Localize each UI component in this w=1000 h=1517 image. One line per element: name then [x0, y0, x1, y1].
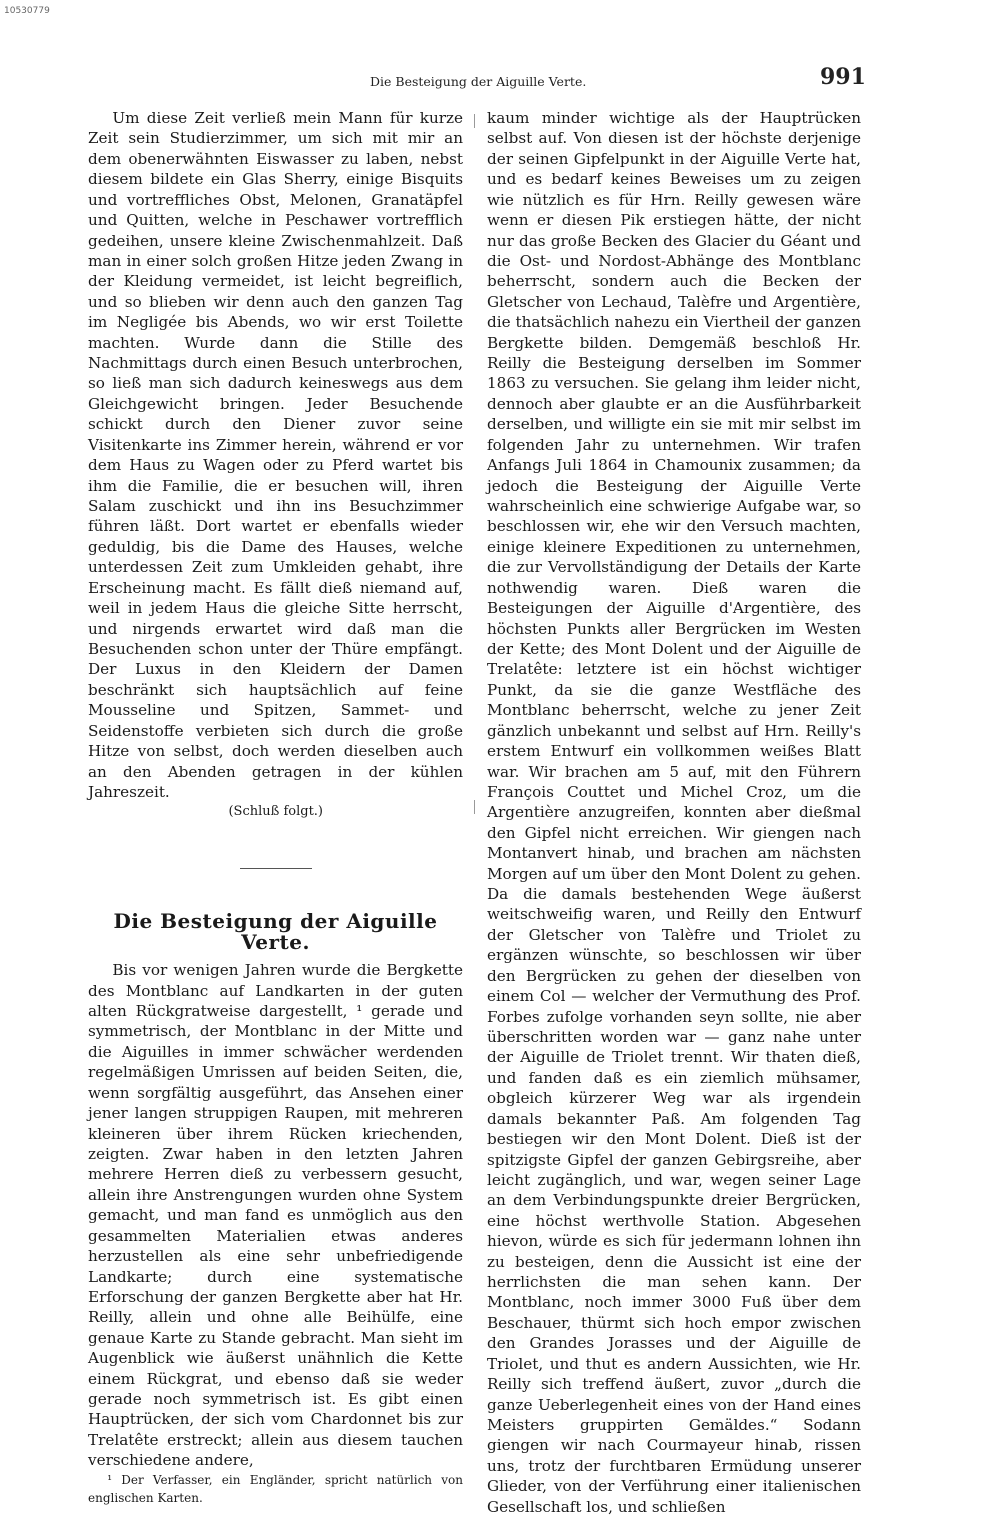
article-title: Die Besteigung der Aiguille Verte. — [113, 909, 438, 954]
running-head: Die Besteigung der Aiguille Verte. — [370, 74, 587, 89]
page-id-stamp: 10530779 — [4, 6, 50, 16]
right-column — [487, 108, 861, 1517]
section-divider — [240, 868, 312, 869]
paragraph: Um diese Zeit verließ mein Mann für kurze Zeit sein Studierzimmer, um sich mit mir an dem obenerwähnten Eiswasser zu laben, nebst diesem bildete ein Glas Sherry, einige Bisquits und vortreffliches Obst, Melonen, Granatäpfel und Quitten, welche in Peschawer vortrefflich gedeihen, unsere kleine Zwischenmahlzeit. Daß man in einer solch großen Hitze jeden Zwang in der Kleidung vermeidet, ist leicht begreiflich, und so blieben wir denn auch den ganzen Tag im Negligée bis Abends, wo wir erst Toilette machten. Wurde dann die Stille des Nachmittags durch einen Besuch unterbrochen, so ließ man sich dadurch keineswegs aus dem Gleichgewicht bringen. Jeder Besuchende schickt durch den Diener zuvor seine Visitenkarte ins Zimmer herein, während er vor dem Haus zu Wagen oder zu Pferd wartet bis ihm die Familie, die er besuchen will, ihren Salam zuschickt und ihn ins Besuchzimmer führen läßt. Dort wartet er ebenfalls wieder geduldig, bis die Dame des Hauses, welche unterdessen Zeit zum Umkleiden gehabt, ihre Erscheinung macht. Es fällt dieß niemand auf, weil in jedem Haus die gleiche Sitte herrscht, und nirgends erwartet wird daß man die Besuchenden schon unter der Thüre empfängt. Der Luxus in den Kleidern der Damen beschränkt sich hauptsächlich auf feine Mousseline und Spitzen, Sammet- und Seidenstoffe verbieten sich durch die große Hitze von selbst, doch werden dieselben auch an den Abenden getragen in der kühlen Jahreszeit. — [88, 109, 463, 801]
paragraph: Bis vor wenigen Jahren wurde die Bergkette des Montblanc auf Landkarten in der guten alten Rückgratweise dargestellt, ¹ gerade und symmetrisch, der Montblanc in der Mitte und die Aiguilles in immer schwächer werdenden regelmäßigen Umrissen auf beiden Seiten, die, wenn sorgfältig ausgeführt, das Ansehen einer jener langen struppigen Raupen, mit mehreren kleineren über ihrem Rücken kriechenden, zeigten. Zwar haben in den letzten Jahren mehrere Herren dieß zu verbessern gesucht, allein ihre Anstrengungen wurden ohne System gemacht, und man fand es unmöglich aus den gesammelten Materialien etwas anderes herzustellen als eine sehr unbefriedigende Landkarte; durch eine systematische Erforschung der ganzen Bergkette aber hat Hr. Reilly, allein und ohne alle Beihülfe, eine genaue Karte zu Stande gebracht. Man sieht im Augenblick wie äußerst unähnlich die Kette einem Rückgrat, und ebenso daß sie weder gerade noch symmetrisch ist. Es gibt einen Hauptrücken, der sich vom Chardonnet bis zur Trelatête erstreckt; allein aus diesem tauchen verschiedene andere, — [88, 961, 463, 1470]
page-number: 991 — [820, 64, 866, 90]
column-divider-mark — [474, 114, 475, 128]
footnote: ¹ Der Verfasser, ein Engländer, spricht natürlich von englischen Karten. — [88, 1472, 463, 1505]
left-column — [88, 108, 463, 1507]
to-be-continued-note: (Schluß folgt.) — [228, 804, 323, 820]
column-divider-mark — [474, 800, 475, 814]
paragraph: kaum minder wichtige als der Hauptrücken selbst auf. Von diesen ist der höchste derjenige der seinen Gipfelpunkt in der Aiguille Verte hat, und es bedarf keines Beweises um zu zeigen wie nützlich es für Hrn. Reilly gewesen wäre wenn er diesen Pik erstiegen hätte, der nicht nur das große Becken des Glacier du Géant und die Ost- und Nordost-Abhänge des Montblanc beherrscht, sondern auch die Becken der Gletscher von Lechaud, Talèfre und Argentière, die thatsächlich nahezu ein Viertheil der ganzen Bergkette bilden. Demgemäß beschloß Hr. Reilly die Besteigung derselben im Sommer 1863 zu versuchen. Sie gelang ihm leider nicht, dennoch aber glaubte er an die Ausführbarkeit derselben, und willigte ein sie mit mir selbst im folgenden Jahr zu unternehmen. Wir trafen Anfangs Juli 1864 in Chamounix zusammen; da jedoch die Besteigung der Aiguille Verte wahrscheinlich eine schwierige Aufgabe war, so beschlossen wir, ehe wir den Versuch machten, einige kleinere Expeditionen zu unternehmen, die zur Vervollständigung der Details der Karte nothwendig waren. Dieß waren die Besteigungen der Aiguille d'Argentière, des höchsten Punkts aller Bergrücken im Westen der Kette; des Mont Dolent und der Aiguille de Trelatête: letztere ist ein höchst wichtiger Punkt, da sie die ganze Westfläche des Montblanc beherrscht, welche zu jener Zeit gänzlich unbekannt und selbst auf Hrn. Reilly's erstem Entwurf ein vollkommen weißes Blatt war. Wir brachen am 5 auf, mit den Führern François Couttet und Michel Croz, um die Argentière anzugreifen, konnten aber dießmal den Gipfel nicht erreichen. Wir giengen nach Montanvert hinab, und brachen am nächsten Morgen auf um über den Mont Dolent zu gehen. Da die damals bestehenden Wege äußerst weitschweifig waren, und Reilly den Entwurf der Gletscher von Talèfre und Triolet zu ergänzen wünschte, so beschlossen wir über den Bergrücken zu gehen der dieselben von einem Col — welcher der Vermuthung des Prof. Forbes zufolge vorhanden seyn sollte, nie aber überschritten worden war — ganz nahe unter der Aiguille de Triolet trennt. Wir thaten dieß, und fanden daß es ein ziemlich mühsamer, obgleich kürzerer Weg war als irgendein damals bekannter Paß. Am folgenden Tag bestiegen wir den Mont Dolent. Dieß ist der spitzigste Gipfel der ganzen Gebirgsreihe, aber leicht zugänglich, und war, wegen seiner Lage an dem Verbindungspunkte dreier Bergrücken, eine höchst werthvolle Station. Abgesehen hievon, würde es sich für jedermann lohnen ihn zu besteigen, denn die Aussicht ist eine der herrlichsten die man sehen kann. Der Montblanc, noch immer 3000 Fuß über dem Beschauer, thürmt sich hoch empor zwischen den Grandes Jorasses und der Aiguille de Triolet, und thut es andern Aussichten, wie Hr. Reilly sich treffend äußert, zuvor „durch die ganze Ueberlegenheit eines von der Hand eines Meisters gruppirten Gemäldes.“ Sodann giengen wir nach Courmayeur hinab, rissen uns, trotz der furchtbaren Ermüdung unserer Glieder, von der Verführung einer italienischen Gesellschaft los, und schließen — [487, 109, 861, 1516]
